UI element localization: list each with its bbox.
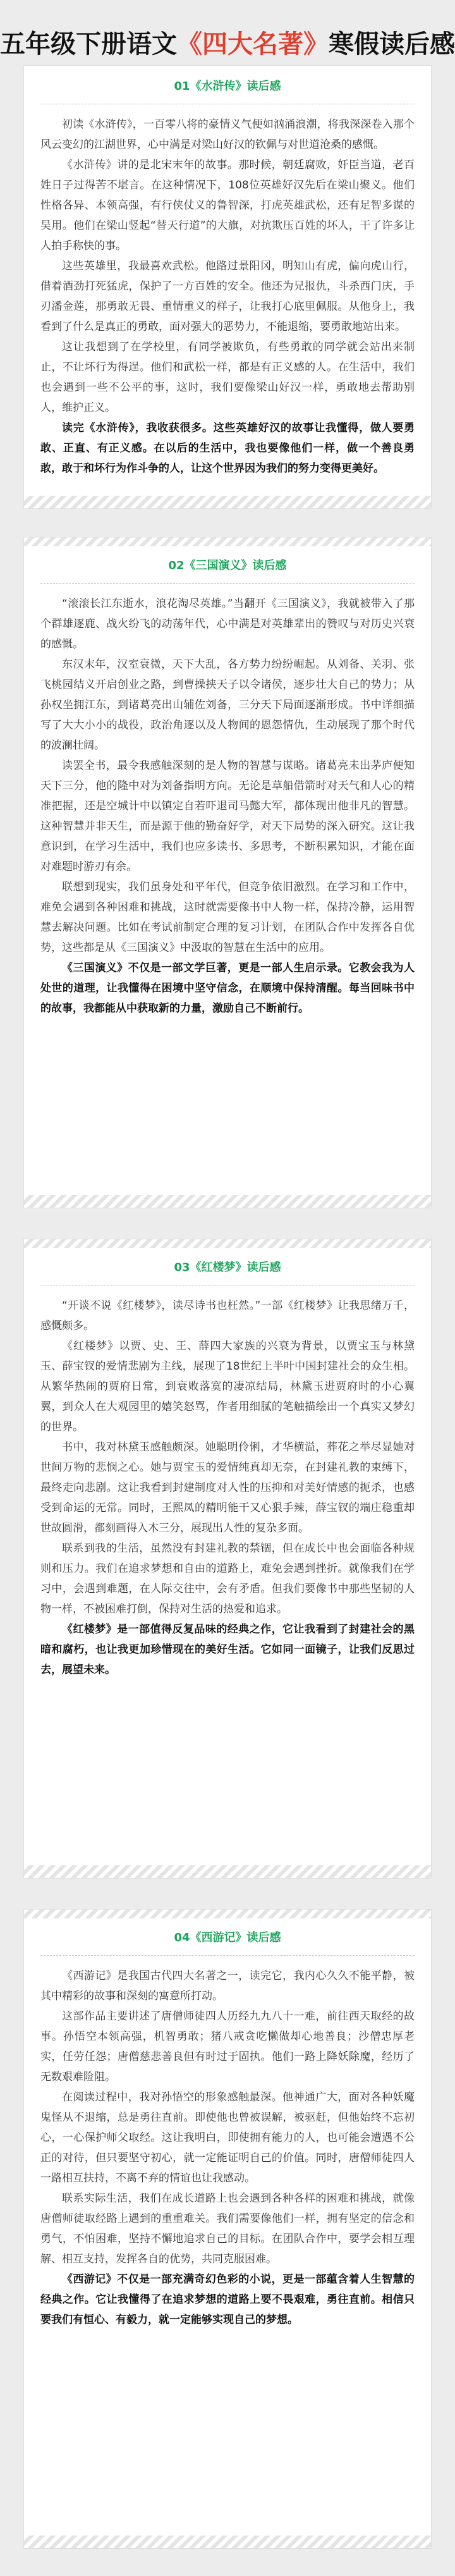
paragraph: 这让我想到了在学校里，有同学被欺负，有些勇敢的同学就会站出来制止，不让坏行为得逞。他们和武松一样，都是有正义感的人。在生活中，我们也会遇到一些不公平的事，这时，我们要像梁山好汉一样，勇敢地去帮助别人，维护正义。 xyxy=(40,341,415,414)
summary-paragraph: 《西游记》不仅是一部充满奇幻色彩的小说，更是一部蕴含着人生智慧的经典之作。它让我懂得了在追求梦想的道路上要不畏艰难，勇往直前。相信只要我们有恒心、有毅力，就一定能够实现自己的梦想。 xyxy=(40,2273,415,2326)
summary-paragraph: 《红楼梦》是一部值得反复品味的经典之作，它让我看到了封建社会的黑暗和腐朽，也让我更加珍惜现在的美好生活。它如同一面镜子，让我们反思过去，展望未来。 xyxy=(40,1623,415,1676)
paragraph: 联系到我的生活，虽然没有封建礼教的禁锢，但在成长中也会面临各种规则和压力。我们在追求梦想和自由的道路上，难免会遇到挫折。就像我们在学习中，会遇到难题，在人际交往中，会有矛盾。但我们要像书中那些坚韧的人物一样，不被困难打倒，保持对生活的热爱和追求。 xyxy=(40,1542,415,1616)
paragraph: 《水浒传》讲的是北宋末年的故事。那时候，朝廷腐败，奸臣当道，老百姓日子过得苦不堪言。在这种情况下，108位英雄好汉先后在梁山聚义。他们性格各异、本领高强，有行侠仗义的鲁智深，打虎英雄武松，还有足智多谋的吴用。他们在梁山竖起“替天行道”的大旗，对抗欺压百姓的坏人，干了许多让人拍手称快的事。 xyxy=(40,159,415,252)
page-title xyxy=(0,0,455,59)
summary-paragraph: 《三国演义》不仅是一部文学巨著，更是一部人生启示录。它教会我为人处世的道理，让我懂得在困境中坚守信念，在顺境中保持清醒。每当回味书中的故事，我都能从中获取新的力量，激励自己不断前行。 xyxy=(40,962,415,1015)
review-card-shuihu xyxy=(24,66,431,508)
card-heading: 01《水浒传》读后感 xyxy=(174,80,281,93)
card-divider xyxy=(40,1955,415,1956)
paragraph: 《西游记》是我国古代四大名著之一，读完它，我内心久久不能平静，被其中精彩的故事和深刻的寓意所打动。 xyxy=(40,1970,415,2003)
title-accent: 《四大名著》 xyxy=(177,29,329,59)
paragraph: 联系实际生活，我们在成长道路上也会遇到各种各样的困难和挑战，就像唐僧师徒取经路上遇到的重重难关。我们需要像他们一样，拥有坚定的信念和勇气，不怕困难，坚持不懈地追求自己的目标。在团队合作中，要学会相互理解、相互支持，发挥各自的优势，共同克服困难。 xyxy=(40,2192,415,2266)
card-footer-stripe xyxy=(24,1195,431,1208)
paragraph: 这部作品主要讲述了唐僧师徒四人历经九九八十一难，前往西天取经的故事。孙悟空本领高强，机智勇敢；猪八戒贪吃懒做却心地善良；沙僧忠厚老实，任劳任怨；唐僧慈悲善良但有时过于固执。他们一路上降妖除魔，经历了无数艰难险阻。 xyxy=(40,2010,415,2083)
card-divider xyxy=(40,583,415,584)
paragraph: 初读《水浒传》，一百零八将的豪情义气便如汹涌浪潮，将我深深卷入那个风云变幻的江湖世界，心中满是对梁山好汉的钦佩与对世道沧桑的感慨。 xyxy=(40,118,415,151)
review-card-honglou xyxy=(24,1239,431,1878)
title-prefix: 五年级下册语文 xyxy=(0,29,177,59)
card-footer-stripe xyxy=(24,2536,431,2548)
paragraph: 在阅读过程中，我对孙悟空的形象感触最深。他神通广大，面对各种妖魔鬼怪从不退缩，总是勇往直前。即使他也曾被误解，被驱赶，但他始终不忘初心，一心保护师父取经。这让我明白，即使拥有能力的人，也可能会遭遇不公正的对待，但只要坚守初心，就一定能证明自己的价值。同时，唐僧师徒四人一路相互扶持，不离不弃的情谊也让我感动。 xyxy=(40,2091,415,2185)
card-footer-stripe xyxy=(24,496,431,508)
paragraph: “滚滚长江东逝水，浪花淘尽英雄。”当翻开《三国演义》，我就被带入了那个群雄逐鹿、战火纷飞的动荡年代，心中满是对英雄辈出的赞叹与对历史兴衰的感慨。 xyxy=(40,598,415,651)
card-top-stripe xyxy=(24,537,431,546)
card-top-stripe xyxy=(24,1239,431,1248)
card-heading: 02《三国演义》读后感 xyxy=(168,559,287,572)
review-card-sanguo xyxy=(24,537,431,1208)
card-footer-stripe xyxy=(24,1865,431,1878)
review-card-xiyou xyxy=(24,1910,431,2548)
card-top-stripe xyxy=(24,1910,431,1918)
paragraph: “开谈不说《红楼梦》，读尽诗书也枉然。”一部《红楼梦》让我思绪万千，感慨颇多。 xyxy=(40,1299,415,1332)
paragraph: 书中，我对林黛玉感触颇深。她聪明伶俐，才华横溢，葬花之举尽显她对世间万物的悲悯之心。她与贾宝玉的爱情纯真却无奈，在封建礼教的束缚下，最终走向悲剧。这让我看到封建制度对人性的压抑和对美好情感的扼杀，也感受到命运的无常。同时，王熙凤的精明能干又心狠手辣，薛宝钗的端庄稳重却世故圆滑，都刻画得入木三分，展现出人性的复杂多面。 xyxy=(40,1441,415,1535)
paragraph: 《红楼梦》以贾、史、王、薛四大家族的兴衰为背景，以贾宝玉与林黛玉、薛宝钗的爱情悲剧为主线，展现了18世纪上半叶中国封建社会的众生相。从繁华热闹的贾府日常，到衰败落寞的凄凉结局，林黛玉进贾府时的小心翼翼，到众人在大观园里的嬉笑怒骂，作者用细腻的笔触描绘出一个真实又梦幻的世界。 xyxy=(40,1340,415,1433)
card-heading: 04《西游记》读后感 xyxy=(174,1931,281,1944)
card-heading: 03《红楼梦》读后感 xyxy=(174,1261,281,1274)
paragraph: 这些英雄里，我最喜欢武松。他路过景阳冈，明知山有虎，偏向虎山行，借着酒劲打死猛虎，保护了一方百姓的安全。他还为兄报仇，斗杀西门庆，手刃潘金莲，那勇敢无畏、重情重义的样子，让我打心底里佩服。从他身上，我看到了什么是真正的勇敢，面对强大的恶势力，不能退缩，要勇敢地站出来。 xyxy=(40,260,415,333)
paragraph: 东汉末年，汉室衰微，天下大乱，各方势力纷纷崛起。从刘备、关羽、张飞桃园结义开启创业之路，到曹操挟天子以令诸侯，逐步壮大自己的势力；从孙权坐拥江东，到诸葛亮出山辅佐刘备，三分天下局面逐渐形成。书中详细描写了大大小小的战役，政治角逐以及人物间的恩怨情仇，生动展现了那个时代的波澜壮阔。 xyxy=(40,658,415,752)
summary-paragraph: 读完《水浒传》，我收获很多。这些英雄好汉的故事让我懂得，做人要勇敢、正直、有正义感。在以后的生活中，我也要像他们一样，做一个善良勇敢，敢于和坏行为作斗争的人，让这个世界因为我们的努力变得更美好。 xyxy=(40,422,415,475)
title-suffix: 寒假读后感 xyxy=(329,29,455,59)
paragraph: 联想到现实，我们虽身处和平年代，但竞争依旧激烈。在学习和工作中，难免会遇到各种困难和挑战，这时就需要像书中人物一样，保持冷静，运用智慧去解决问题。比如在考试前制定合理的复习计划，在团队合作中发挥各自优势，这些都是从《三国演义》中汲取的智慧在生活中的应用。 xyxy=(40,881,415,954)
paragraph: 读罢全书，最令我感触深刻的是人物的智慧与谋略。诸葛亮未出茅庐便知天下三分，他的隆中对为刘备指明方向。无论是草船借箭时对天气和人心的精准把握，还是空城计中以镇定自若吓退司马懿大军，都体现出他非凡的智慧。这种智慧并非天生，而是源于他的勤奋好学，对天下局势的深入研究。这让我意识到，在学习生活中，我们也应多读书、多思考，不断积累知识，才能在面对难题时游刃有余。 xyxy=(40,759,415,873)
